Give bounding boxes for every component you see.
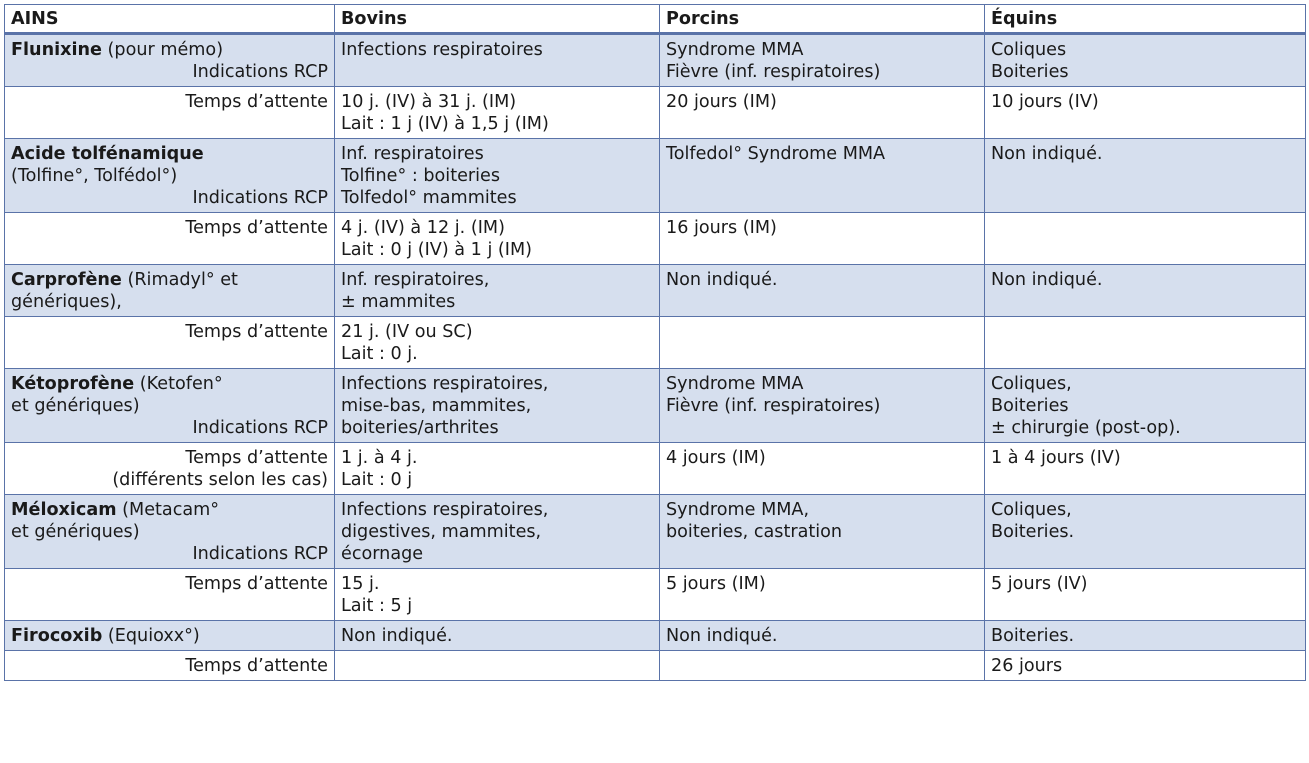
drug-cell: [5, 369, 335, 443]
header-label: AINS: [11, 9, 59, 29]
cell-line: Boiteries.: [991, 626, 1075, 646]
cell-line: Non indiqué.: [991, 144, 1103, 164]
cell-line: écornage: [341, 544, 424, 564]
drug-detail: (Equioxx°): [102, 626, 200, 646]
cell-line: Non indiqué.: [341, 626, 453, 646]
ains-table: [4, 4, 1306, 681]
drug-name: Acide tolfénamique: [11, 144, 204, 164]
cell-line: Syndrome MMA,: [666, 500, 810, 520]
cell-line: Syndrome MMA: [666, 374, 804, 394]
porcins-cell: [660, 213, 985, 265]
header-porcins: [660, 5, 985, 34]
porcins-cell: [660, 495, 985, 569]
porcins-cell: [660, 443, 985, 495]
withdrawal-label-cell: [5, 651, 335, 681]
cell-line: Fièvre (inf. respiratoires): [666, 62, 881, 82]
equins-cell: [985, 651, 1306, 681]
header-bovins: [335, 5, 660, 34]
cell-line: 4 jours (IM): [666, 448, 766, 468]
bovins-cell: [335, 317, 660, 369]
drug-title-line: [11, 269, 328, 291]
cell-line: 5 jours (IM): [666, 574, 766, 594]
cell-line: 1 à 4 jours (IV): [991, 448, 1121, 468]
cell-line: Fièvre (inf. respiratoires): [666, 396, 881, 416]
indications-label: Indications RCP: [192, 418, 328, 438]
drug-cell: [5, 621, 335, 651]
withdrawal-label: Temps d’attente: [185, 574, 328, 594]
drug-detail: (Rimadyl° et: [121, 270, 238, 290]
porcins-cell: [660, 87, 985, 139]
bovins-cell: [335, 495, 660, 569]
cell-line: ± mammites: [341, 292, 456, 312]
drug-title-line: [11, 499, 328, 521]
cell-line: Tolfine° : boiteries: [341, 166, 501, 186]
cell-line: Lait : 0 j: [341, 470, 413, 490]
cell-line: boiteries/arthrites: [341, 418, 499, 438]
drug-name: Carprofène: [11, 270, 122, 290]
bovins-cell: [335, 139, 660, 213]
withdrawal-row: [5, 569, 1306, 621]
drug-cell: [5, 34, 335, 87]
withdrawal-label: Temps d’attente: [185, 92, 328, 112]
bovins-cell: [335, 369, 660, 443]
withdrawal-row: [5, 651, 1306, 681]
withdrawal-row: [5, 87, 1306, 139]
porcins-cell: [660, 139, 985, 213]
cell-line: Inf. respiratoires: [341, 144, 484, 164]
porcins-cell: [660, 265, 985, 317]
equins-cell: [985, 569, 1306, 621]
cell-line: Non indiqué.: [666, 626, 778, 646]
indication-row: [5, 621, 1306, 651]
drug-name: Flunixine: [11, 40, 102, 60]
bovins-cell: [335, 443, 660, 495]
withdrawal-label: Temps d’attente: [185, 218, 328, 238]
cell-line: Infections respiratoires,: [341, 374, 549, 394]
withdrawal-label: Temps d’attente: [185, 322, 328, 342]
cell-line: Boiteries: [991, 62, 1069, 82]
cell-line: 20 jours (IM): [666, 92, 777, 112]
cell-line: mise-bas, mammites,: [341, 396, 532, 416]
header-label: Bovins: [341, 9, 407, 29]
equins-cell: [985, 139, 1306, 213]
cell-line: Lait : 1 j (IV) à 1,5 j (IM): [341, 114, 549, 134]
porcins-cell: [660, 369, 985, 443]
cell-line: Coliques: [991, 40, 1067, 60]
porcins-cell: [660, 317, 985, 369]
withdrawal-label: (différents selon les cas): [112, 470, 328, 490]
bovins-cell: [335, 621, 660, 651]
drug-detail: (pour mémo): [101, 40, 224, 60]
cell-line: 26 jours: [991, 656, 1063, 676]
cell-line: boiteries, castration: [666, 522, 843, 542]
cell-line: Tolfedol° mammites: [341, 188, 517, 208]
cell-line: Coliques,: [991, 500, 1072, 520]
drug-cell: [5, 495, 335, 569]
withdrawal-row: [5, 443, 1306, 495]
equins-cell: [985, 369, 1306, 443]
header-label: Porcins: [666, 9, 740, 29]
indications-label: Indications RCP: [192, 62, 328, 82]
cell-line: 5 jours (IV): [991, 574, 1088, 594]
equins-cell: [985, 621, 1306, 651]
equins-cell: [985, 495, 1306, 569]
withdrawal-label-cell: [5, 87, 335, 139]
equins-cell: [985, 213, 1306, 265]
indications-label: Indications RCP: [192, 544, 328, 564]
drug-title-line: [11, 625, 328, 647]
equins-cell: [985, 87, 1306, 139]
drug-name: Méloxicam: [11, 500, 117, 520]
bovins-cell: [335, 569, 660, 621]
indication-row: [5, 265, 1306, 317]
cell-line: 15 j.: [341, 574, 380, 594]
withdrawal-label: Temps d’attente: [185, 448, 328, 468]
cell-line: Boiteries: [991, 396, 1069, 416]
drug-title-line: [11, 39, 328, 61]
bovins-cell: [335, 87, 660, 139]
cell-line: Tolfedol° Syndrome MMA: [666, 144, 886, 164]
drug-detail-line: et génériques): [11, 522, 140, 542]
drug-detail-line: (Tolfine°, Tolfédol°): [11, 166, 178, 186]
bovins-cell: [335, 34, 660, 87]
drug-name: Firocoxib: [11, 626, 103, 646]
header-ains: [5, 5, 335, 34]
table-body: [5, 5, 1306, 681]
equins-cell: [985, 443, 1306, 495]
porcins-cell: [660, 569, 985, 621]
drug-title-line: [11, 143, 328, 165]
withdrawal-label-cell: [5, 213, 335, 265]
drug-title-line: [11, 373, 328, 395]
porcins-cell: [660, 621, 985, 651]
indication-row: [5, 139, 1306, 213]
cell-line: ± chirurgie (post-op).: [991, 418, 1181, 438]
bovins-cell: [335, 265, 660, 317]
withdrawal-label: Temps d’attente: [185, 656, 328, 676]
drug-cell: [5, 139, 335, 213]
cell-line: 16 jours (IM): [666, 218, 777, 238]
header-label: Équins: [991, 9, 1058, 29]
cell-line: 10 jours (IV): [991, 92, 1099, 112]
indications-label: Indications RCP: [192, 188, 328, 208]
withdrawal-label-cell: [5, 569, 335, 621]
drug-detail-line: génériques),: [11, 292, 122, 312]
drug-cell: [5, 265, 335, 317]
cell-line: Non indiqué.: [666, 270, 778, 290]
indication-row: [5, 369, 1306, 443]
cell-line: Inf. respiratoires,: [341, 270, 490, 290]
cell-line: 1 j. à 4 j.: [341, 448, 418, 468]
cell-line: Syndrome MMA: [666, 40, 804, 60]
porcins-cell: [660, 34, 985, 87]
drug-detail: (Metacam°: [116, 500, 220, 520]
withdrawal-row: [5, 213, 1306, 265]
withdrawal-label-cell: [5, 443, 335, 495]
withdrawal-label-cell: [5, 317, 335, 369]
cell-line: Lait : 0 j (IV) à 1 j (IM): [341, 240, 533, 260]
equins-cell: [985, 317, 1306, 369]
bovins-cell: [335, 651, 660, 681]
cell-line: Infections respiratoires,: [341, 500, 549, 520]
cell-line: Non indiqué.: [991, 270, 1103, 290]
bovins-cell: [335, 213, 660, 265]
cell-line: Coliques,: [991, 374, 1072, 394]
equins-cell: [985, 265, 1306, 317]
porcins-cell: [660, 651, 985, 681]
indication-row: [5, 495, 1306, 569]
header-row: [5, 5, 1306, 34]
header-equins: [985, 5, 1306, 34]
cell-line: 10 j. (IV) à 31 j. (IM): [341, 92, 517, 112]
drug-name: Kétoprofène: [11, 374, 135, 394]
cell-line: Lait : 0 j.: [341, 344, 418, 364]
cell-line: digestives, mammites,: [341, 522, 542, 542]
cell-line: Lait : 5 j: [341, 596, 413, 616]
drug-detail-line: et génériques): [11, 396, 140, 416]
cell-line: Boiteries.: [991, 522, 1075, 542]
indication-row: [5, 34, 1306, 87]
cell-line: Infections respiratoires: [341, 40, 543, 60]
withdrawal-row: [5, 317, 1306, 369]
cell-line: 4 j. (IV) à 12 j. (IM): [341, 218, 505, 238]
cell-line: 21 j. (IV ou SC): [341, 322, 473, 342]
drug-detail: (Ketofen°: [134, 374, 223, 394]
equins-cell: [985, 34, 1306, 87]
